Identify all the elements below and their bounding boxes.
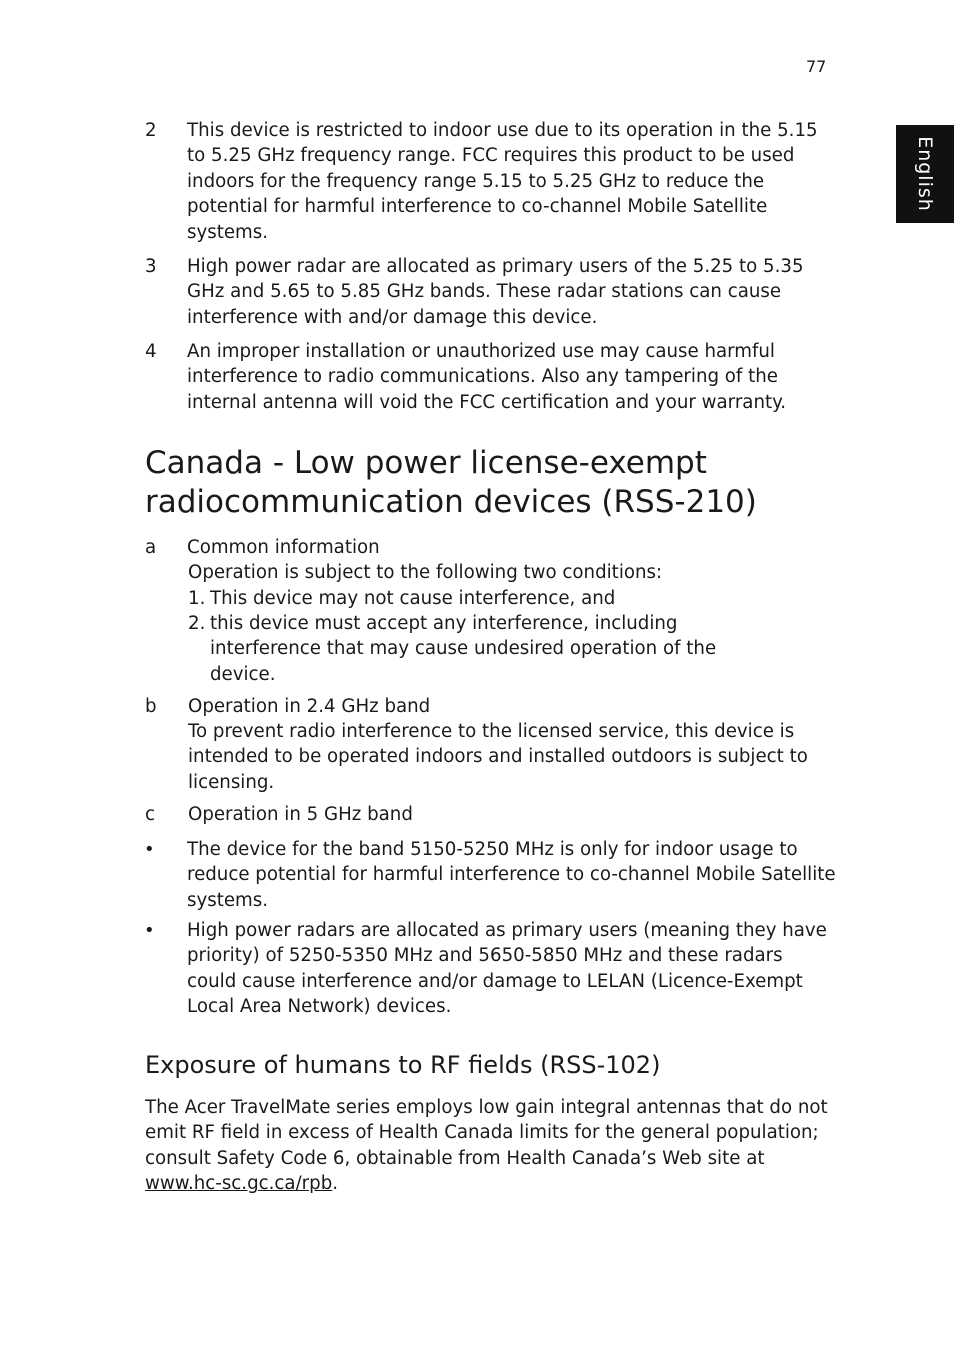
rf-paragraph [145,1095,835,1197]
subitem-title: Common information [187,537,380,558]
condition-number: 2. [188,613,206,634]
bullet-text: The device for the band 5150-5250 MHz is only for indoor usage to reduce potential for harmful interference to co-channel Mobile Satellite systems. [187,839,836,911]
section-heading-canada [145,444,865,522]
item-number: 3 [145,256,157,277]
health-canada-link[interactable]: www.hc-sc.gc.ca/rpb [145,1173,333,1195]
item-text: An improper installation or unauthorized use may cause harmful interference to radio communications. Also any tampering of the internal antenna will void the FCC certification and your warranty. [187,341,787,413]
subitem-letter: c [145,804,155,825]
bullet-mark: • [144,839,155,860]
bullet-text: High power radars are allocated as primary users (meaning they have priority) of 5250-5350 MHz and 5650-5850 MHz and these radars could cause interference and/or damage to LELAN (Licence-Exempt Local Area Network) devices. [187,920,827,1018]
subitem-letter: a [145,537,157,558]
item-number: 2 [145,120,157,141]
subitem-intro: Operation is subject to the following two conditions: [188,562,663,583]
subitem-title: Operation in 5 GHz band [188,804,413,825]
section-heading-rf: Exposure of humans to RF fields (RSS-102) [145,1051,661,1079]
subitem-letter: b [145,696,157,717]
condition-text: this device must accept any interference, including interference that may cause undesired operation of the device. [210,613,717,685]
language-tab-label: English [914,136,936,212]
item-text: This device is restricted to indoor use due to its operation in the 5.15 to 5.25 GHz frequency range. FCC requires this product to be used indoors for the frequency range 5.15 to 5.25 GHz to reduce the potential for harmful interference to co-channel Mobile Satellite systems. [187,120,818,243]
subitem-title: Operation in 2.4 GHz band [188,696,431,717]
heading-line: Canada - Low power license-exempt [145,445,707,481]
item-text: High power radar are allocated as primary users of the 5.25 to 5.35 GHz and 5.65 to 5.85 GHz bands. These radar stations can cause interference with and/or damage this device. [187,256,804,328]
rf-text: The Acer TravelMate series employs low gain integral antennas that do not emit RF field in excess of Health Canada limits for the general population; consult Safety Code 6, obtainable from Health Canada’s Web site at [145,1097,828,1169]
condition-number: 1. [188,588,206,609]
rf-end: . [332,1173,339,1195]
heading-line: radiocommunication devices (RSS-210) [145,484,757,520]
language-tab[interactable] [896,125,954,223]
bullet-mark: • [144,920,155,941]
subitem-text: To prevent radio interference to the licensed service, this device is intended to be operated indoors and installed outdoors is subject to licensing. [188,721,808,793]
condition-text: This device may not cause interference, and [210,588,616,609]
page-number: 77 [806,57,827,76]
item-number: 4 [145,341,157,362]
